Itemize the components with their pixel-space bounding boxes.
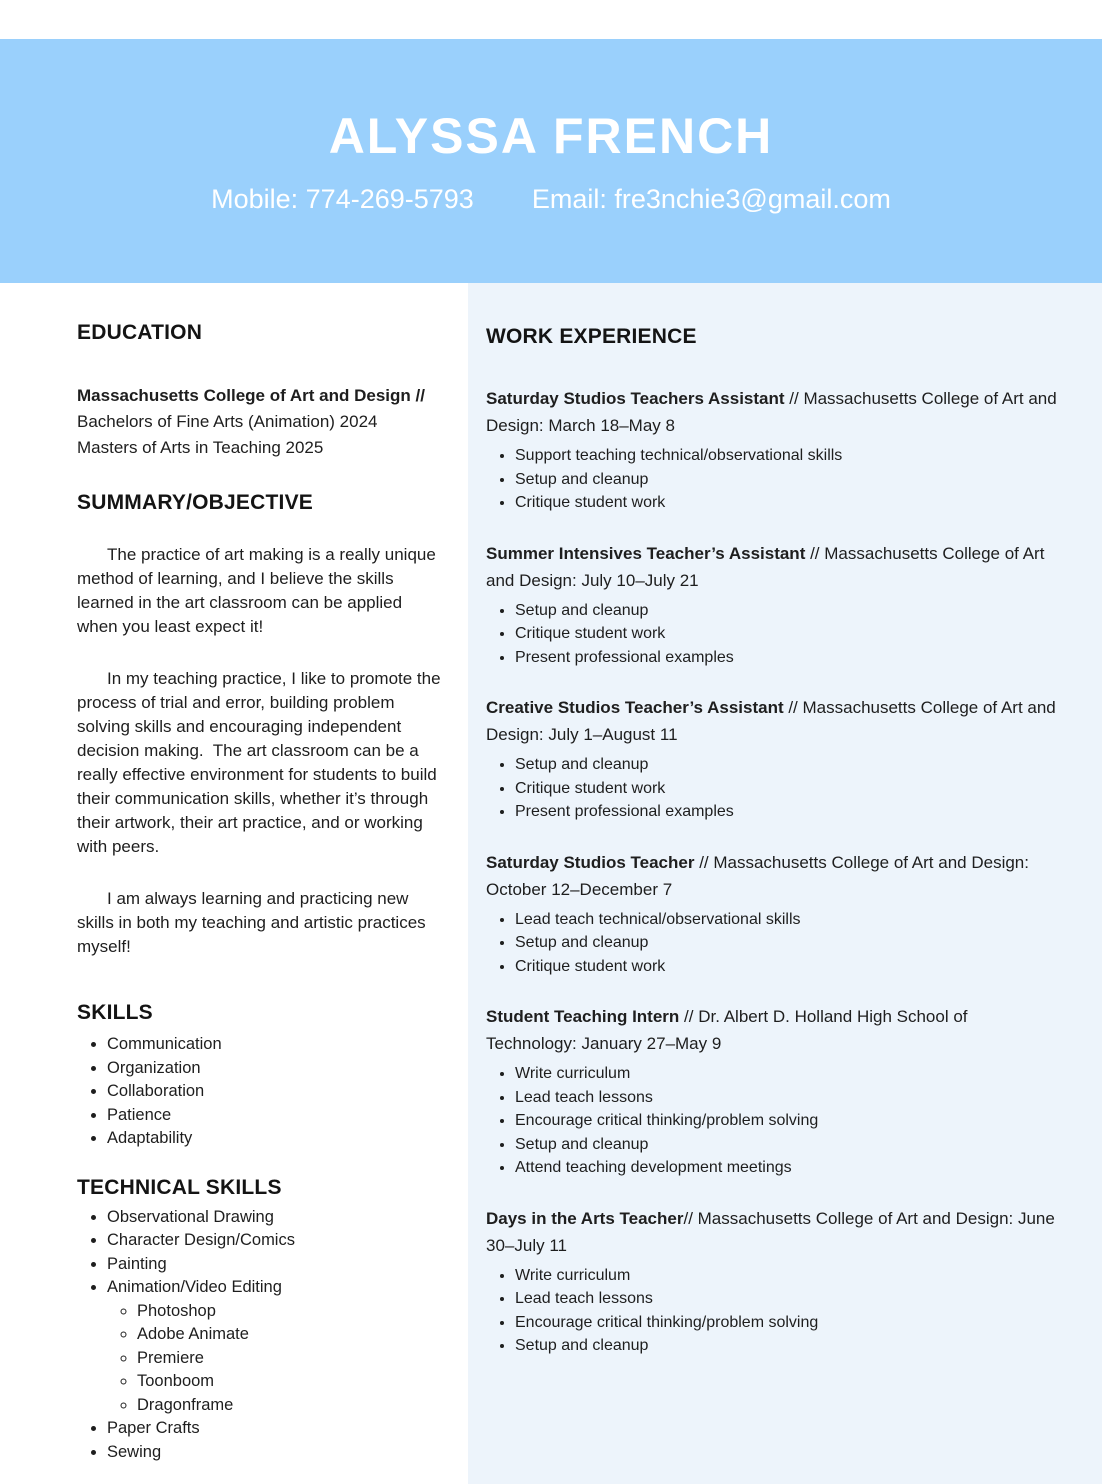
job-organization-dates: // Massachusetts College of Art and Design: July 10–July 21 [486, 543, 1045, 590]
job-bullet: • Setup and cleanup [515, 931, 1060, 955]
job-bullet: • Critique student work [515, 491, 1060, 515]
job-organization-dates: // Dr. Albert D. Holland High School of Technology: January 27–May 9 [486, 1007, 968, 1053]
job-bullet: • Present professional examples [515, 800, 1060, 824]
job-header [486, 849, 1060, 903]
education-entry [77, 383, 445, 461]
skill-item: • Communication [107, 1033, 445, 1057]
job-bullet: • Critique student work [515, 777, 1060, 801]
job-organization-dates: // Massachusetts College of Art and Design: March 18–May 8 [486, 389, 1057, 435]
job-bullet-list [486, 1062, 1060, 1180]
job-bullet: • Critique student work [515, 622, 1060, 646]
email-address: Email: fre3nchie3@gmail.com [531, 184, 891, 214]
job-bullet: • Setup and cleanup [515, 599, 1060, 623]
skill-item: • Patience [107, 1104, 445, 1128]
technical-skills-list [77, 1206, 445, 1465]
job-bullet: • Write curriculum [515, 1062, 1060, 1086]
job-title: Student Teaching Intern [486, 1007, 680, 1026]
technical-skill-item: • Animation/Video Editing ◦ Photoshop ◦ Adobe Animate ◦ Premiere ◦ Toonboom ◦ Dragonframe [107, 1276, 445, 1417]
summary-paragraph: I am always learning and practicing new skills in both my teaching and artistic practices myself! [77, 889, 431, 956]
skills-heading: SKILLS [77, 1001, 153, 1024]
job-title: Summer Intensives Teacher’s Assistant [486, 543, 806, 563]
technical-skill-subitem: ◦ Adobe Animate [137, 1323, 445, 1347]
job-bullet: • Present professional examples [515, 646, 1060, 670]
skills-list [77, 1033, 445, 1151]
summary-paragraph: In my teaching practice, I like to promote the process of trial and error, building problem solving skills and encouraging independent decision making. The art classroom can be a really effective environment for students to build their communication skills, whether it’s through their artwork, their art practice, and or working with peers. [77, 669, 446, 856]
technical-skills-heading: TECHNICAL SKILLS [77, 1175, 282, 1199]
jobs-container [486, 385, 1060, 1358]
job-title: Saturday Studios Teacher [486, 852, 695, 872]
technical-skill-subitem: ◦ Dragonframe [137, 1394, 445, 1418]
job-entry [486, 694, 1060, 824]
job-bullet: • Attend teaching development meetings [515, 1156, 1060, 1180]
job-bullet-list [486, 1264, 1060, 1358]
job-header [486, 1003, 1060, 1057]
job-header [486, 540, 1060, 594]
technical-skill-item: • Paper Crafts [107, 1417, 445, 1441]
job-organization-dates: // Massachusetts College of Art and Design: October 12–December 7 [486, 852, 1029, 899]
summary-heading: SUMMARY/OBJECTIVE [77, 491, 313, 514]
job-entry [486, 540, 1060, 670]
job-bullet-list [486, 753, 1060, 824]
technical-skill-item: • Painting [107, 1253, 445, 1277]
mobile-number: Mobile: 774-269-5793 [211, 184, 474, 214]
person-name: ALYSSA FRENCH [328, 108, 774, 164]
job-bullet: • Setup and cleanup [515, 468, 1060, 492]
education-degree: Masters of Arts in Teaching 2025 [77, 438, 324, 457]
job-bullet: • Lead teach lessons [515, 1086, 1060, 1110]
skill-item: • Adaptability [107, 1127, 445, 1151]
job-title: Days in the Arts Teacher [486, 1208, 684, 1228]
contact-line [211, 185, 891, 215]
job-bullet: • Encourage critical thinking/problem solving [515, 1311, 1060, 1335]
job-bullet: • Encourage critical thinking/problem solving [515, 1109, 1060, 1133]
education-school: Massachusetts College of Art and Design // [77, 386, 425, 405]
job-entry [486, 1205, 1060, 1358]
resume-body [0, 283, 1102, 1484]
job-bullet-list [486, 444, 1060, 515]
job-bullet: • Support teaching technical/observational skills [515, 444, 1060, 468]
job-bullet: • Lead teach technical/observational skills [515, 908, 1060, 932]
work-experience-heading: WORK EXPERIENCE [486, 325, 697, 348]
education-heading: EDUCATION [77, 321, 203, 344]
job-bullet-list [486, 599, 1060, 670]
technical-skill-item: • Character Design/Comics [107, 1229, 445, 1253]
resume-header [0, 39, 1102, 283]
skill-item: • Collaboration [107, 1080, 445, 1104]
job-title: Creative Studios Teacher’s Assistant [486, 698, 784, 717]
job-organization-dates: // Massachusetts College of Art and Design: June 30–July 11 [486, 1208, 1055, 1255]
job-header [486, 385, 1060, 439]
job-bullet: • Critique student work [515, 955, 1060, 979]
job-header [486, 1205, 1060, 1259]
job-entry [486, 385, 1060, 515]
job-bullet: • Setup and cleanup [515, 1133, 1060, 1157]
summary-paragraph: The practice of art making is a really unique method of learning, and I believe the skills learned in the art classroom can be applied when you least expect it! [77, 545, 441, 636]
job-bullet-list [486, 908, 1060, 979]
job-entry [486, 1003, 1060, 1180]
technical-skill-subitem: ◦ Premiere [137, 1347, 445, 1371]
job-entry [486, 849, 1060, 979]
job-bullet: • Setup and cleanup [515, 753, 1060, 777]
technical-skill-item: • Sewing [107, 1441, 445, 1465]
technical-skill-item: • Observational Drawing [107, 1206, 445, 1230]
job-bullet: • Setup and cleanup [515, 1334, 1060, 1358]
job-bullet: • Lead teach lessons [515, 1287, 1060, 1311]
technical-skill-subitem: ◦ Toonboom [137, 1370, 445, 1394]
job-bullet: • Write curriculum [515, 1264, 1060, 1288]
job-title: Saturday Studios Teachers Assistant [486, 389, 785, 408]
job-organization-dates: // Massachusetts College of Art and Design: July 1–August 11 [486, 698, 1056, 744]
page-top-margin [0, 0, 1102, 39]
skill-item: • Organization [107, 1057, 445, 1081]
education-degree: Bachelors of Fine Arts (Animation) 2024 [77, 412, 378, 431]
job-header [486, 694, 1060, 748]
right-column [468, 283, 1102, 1484]
technical-skill-subitem: ◦ Photoshop [137, 1300, 445, 1324]
technical-skill-sublist [107, 1300, 445, 1418]
left-column [0, 283, 468, 1484]
